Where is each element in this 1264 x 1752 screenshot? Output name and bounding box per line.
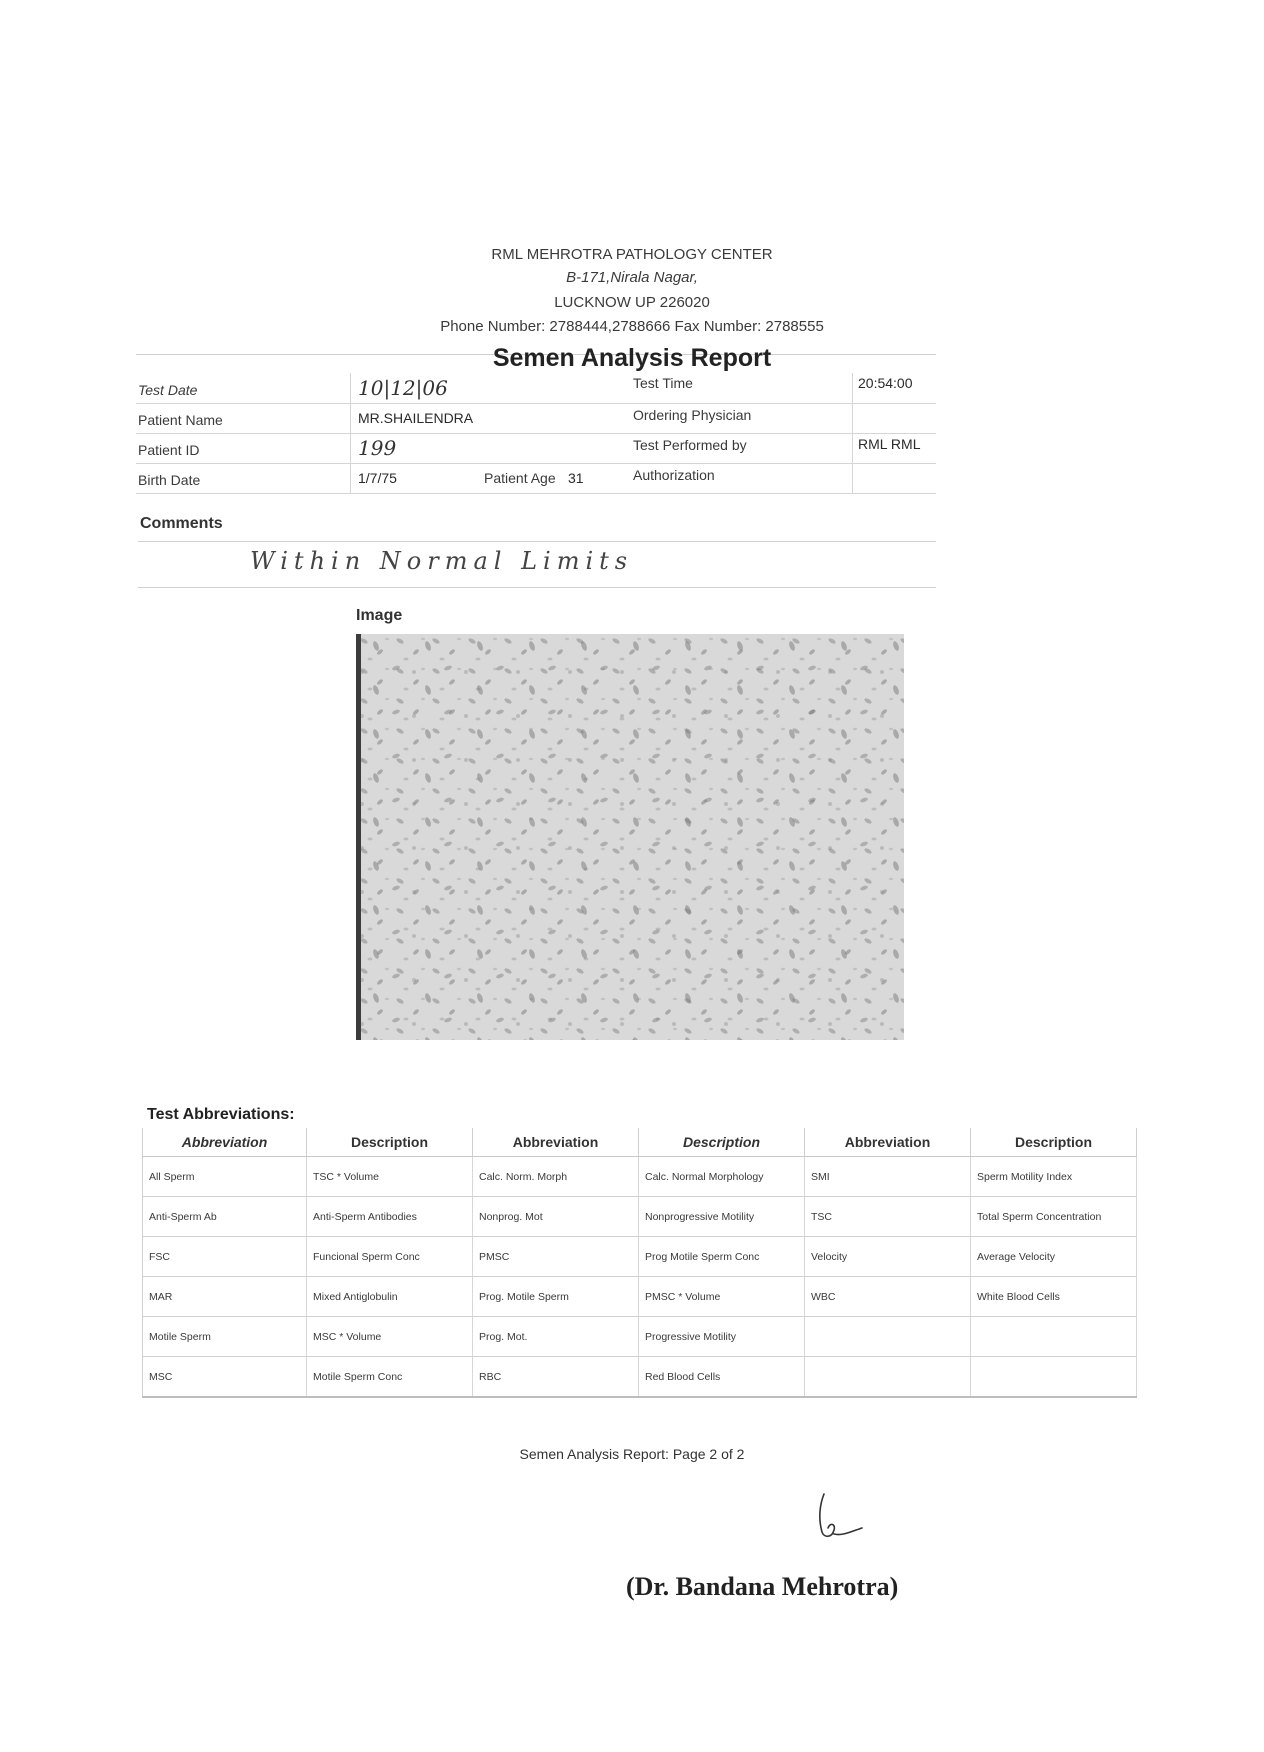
table-cell: MAR: [143, 1277, 307, 1317]
comments-text: Within Normal Limits: [250, 547, 634, 575]
signature-mark: [810, 1488, 870, 1548]
test-time-label: Test Time: [633, 375, 693, 391]
table-cell: Prog. Motile Sperm: [473, 1277, 639, 1317]
patient-id-value: 199: [358, 436, 397, 460]
header-description: Description: [307, 1128, 473, 1157]
patient-age-value: 31: [568, 470, 584, 486]
abbreviations-table: [142, 1128, 1137, 1398]
table-cell: TSC: [805, 1197, 971, 1237]
doctor-name: (Dr. Bandana Mehrotra): [626, 1572, 899, 1601]
table-cell: Total Sperm Concentration: [971, 1197, 1137, 1237]
patient-name-label: Patient Name: [138, 412, 223, 428]
page-number: Semen Analysis Report: Page 2 of 2: [519, 1446, 745, 1462]
table-cell: Nonprog. Mot: [473, 1197, 639, 1237]
patient-id-label: Patient ID: [138, 442, 200, 458]
header-abbreviation: Abbreviation: [143, 1128, 307, 1157]
test-performed-by-label: Test Performed by: [633, 437, 747, 453]
image-title: Image: [356, 607, 403, 624]
table-cell: Velocity: [805, 1237, 971, 1277]
table-row: [143, 1157, 1137, 1197]
table-cell: Progressive Motility: [639, 1317, 805, 1357]
ordering-physician-label: Ordering Physician: [633, 407, 752, 423]
table-cell: MSC * Volume: [307, 1317, 473, 1357]
table-cell: Motile Sperm: [143, 1317, 307, 1357]
test-date-label: Test Date: [138, 382, 198, 398]
header-description: Description: [639, 1128, 805, 1157]
table-row: [143, 1357, 1137, 1398]
table-cell: [805, 1357, 971, 1398]
table-row: [143, 1317, 1137, 1357]
test-time-value: 20:54:00: [858, 375, 913, 391]
table-cell: FSC: [143, 1237, 307, 1277]
comments-title: Comments: [140, 515, 223, 532]
table-cell: [805, 1317, 971, 1357]
table-row: [143, 1197, 1137, 1237]
table-cell: MSC: [143, 1357, 307, 1398]
lab-name: RML MEHROTRA PATHOLOGY CENTER: [491, 246, 773, 263]
table-cell: RBC: [473, 1357, 639, 1398]
info-row-date: [136, 373, 936, 404]
authorization-label: Authorization: [633, 467, 715, 483]
abbreviations-title: Test Abbreviations:: [147, 1106, 295, 1123]
table-cell: White Blood Cells: [971, 1277, 1137, 1317]
patient-name-value: MR.SHAILENDRA: [358, 410, 474, 426]
birth-date-label: Birth Date: [138, 472, 201, 488]
table-cell: Motile Sperm Conc: [307, 1357, 473, 1398]
test-performed-by-value: RML RML: [858, 436, 921, 452]
table-cell: Anti-Sperm Ab: [143, 1197, 307, 1237]
patient-age-label: Patient Age: [484, 470, 556, 486]
test-date-value: 10|12|06: [358, 376, 448, 400]
table-cell: Red Blood Cells: [639, 1357, 805, 1398]
table-cell: [971, 1317, 1137, 1357]
info-row-id: [136, 433, 936, 464]
table-cell: Calc. Norm. Morph: [473, 1157, 639, 1197]
table-cell: WBC: [805, 1277, 971, 1317]
table-cell: Funcional Sperm Conc: [307, 1237, 473, 1277]
report-title: Semen Analysis Report: [492, 344, 772, 372]
micrograph-image: [356, 634, 904, 1040]
table-cell: Prog Motile Sperm Conc: [639, 1237, 805, 1277]
address-line-1: B-171,Nirala Nagar,: [566, 269, 698, 286]
header-abbreviation: Abbreviation: [473, 1128, 639, 1157]
table-cell: PMSC * Volume: [639, 1277, 805, 1317]
table-cell: SMI: [805, 1157, 971, 1197]
table-cell: Sperm Motility Index: [971, 1157, 1137, 1197]
contact-line: Phone Number: 2788444,2788666 Fax Number: 2788555: [440, 318, 824, 335]
address-line-2: LUCKNOW UP 226020: [554, 294, 710, 311]
info-row-name: [136, 403, 936, 434]
birth-date-value: 1/7/75: [358, 470, 397, 486]
table-cell: Average Velocity: [971, 1237, 1137, 1277]
table-cell: TSC * Volume: [307, 1157, 473, 1197]
header-abbreviation: Abbreviation: [805, 1128, 971, 1157]
table-cell: All Sperm: [143, 1157, 307, 1197]
header-description: Description: [971, 1128, 1137, 1157]
table-cell: Prog. Mot.: [473, 1317, 639, 1357]
table-header-row: [143, 1128, 1137, 1157]
table-cell: PMSC: [473, 1237, 639, 1277]
table-cell: Anti-Sperm Antibodies: [307, 1197, 473, 1237]
table-cell: Nonprogressive Motility: [639, 1197, 805, 1237]
table-row: [143, 1237, 1137, 1277]
table-cell: [971, 1357, 1137, 1398]
table-cell: Mixed Antiglobulin: [307, 1277, 473, 1317]
info-row-birth: [136, 463, 936, 494]
table-row: [143, 1277, 1137, 1317]
table-cell: Calc. Normal Morphology: [639, 1157, 805, 1197]
